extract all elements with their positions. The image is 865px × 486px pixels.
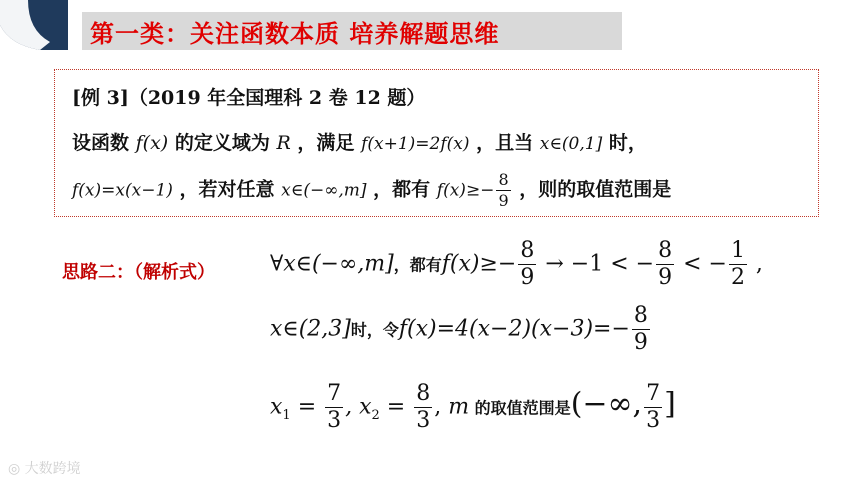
math: → −1 < −	[538, 251, 655, 277]
math-fx: f(x)	[135, 132, 169, 154]
denominator: 9	[633, 330, 648, 355]
math: =	[379, 394, 413, 420]
denominator: 2	[730, 265, 745, 290]
numerator: 8	[658, 238, 673, 263]
math: ∀x∈(−∞,m]	[270, 251, 394, 277]
text: ，都有	[373, 178, 431, 201]
example-line-1	[72, 128, 647, 155]
denominator: 3	[416, 408, 431, 433]
math-R: R	[276, 132, 291, 154]
denominator: 9	[498, 191, 509, 210]
numerator: 7	[327, 381, 342, 406]
solution-label: 思路二：（解析式）	[62, 262, 215, 283]
denominator: 9	[520, 265, 535, 290]
numerator: 8	[520, 238, 535, 263]
solution-line-1	[270, 240, 763, 289]
numerator: 8	[498, 170, 509, 189]
math-definition: f(x)=x(x−1)	[72, 180, 173, 201]
solution-line-3	[270, 383, 676, 432]
fraction	[496, 172, 510, 209]
math: f(x)=4(x−2)(x−3)=−	[398, 316, 630, 342]
fraction	[644, 383, 662, 432]
numerator: 1	[730, 238, 745, 263]
text: 设函数	[72, 132, 130, 154]
math: ,	[748, 251, 763, 277]
fraction	[729, 240, 747, 289]
math: =	[290, 394, 324, 420]
fraction	[414, 383, 432, 432]
math-interval: x∈(−∞,m]	[281, 180, 367, 201]
logo-icon: ◎	[8, 461, 25, 477]
text: 的定义域为	[174, 132, 270, 154]
math: < −	[676, 251, 727, 277]
math: , x	[345, 394, 372, 420]
math: f(x)≥−	[441, 251, 517, 277]
text: ，都有	[393, 255, 442, 275]
text: ，满足	[297, 132, 355, 154]
text: ，且当	[476, 132, 534, 154]
subscript: 2	[371, 407, 380, 423]
example-header: [例 3]（2019 年全国理科 2 卷 12 题）	[72, 87, 426, 109]
example-line-2	[72, 172, 671, 209]
text: 时，	[608, 132, 647, 154]
fraction	[656, 240, 674, 289]
text: ，若对任意	[179, 178, 275, 201]
numerator: 8	[416, 381, 431, 406]
text: 的取值范围是	[469, 398, 571, 418]
math: m	[448, 394, 470, 420]
fraction	[325, 383, 343, 432]
math-inequality: f(x)≥−	[436, 180, 495, 201]
denominator: 3	[327, 408, 342, 433]
watermark-text: 大数跨境	[24, 461, 81, 477]
text: ，则的取值范围是	[519, 178, 672, 201]
math: ,	[434, 394, 449, 420]
watermark-logo	[8, 458, 81, 478]
fraction	[518, 240, 536, 289]
subscript: 1	[282, 407, 291, 423]
fraction	[632, 305, 650, 354]
slide-title: 第一类：关注函数本质 培养解题思维	[90, 20, 500, 48]
numerator: 8	[633, 303, 648, 328]
text: 时，令	[350, 320, 399, 340]
math: x	[270, 394, 283, 420]
denominator: 3	[646, 408, 661, 433]
corner-decoration	[0, 0, 78, 50]
math-functional-equation: f(x+1)=2f(x)	[361, 134, 470, 154]
math: ]	[664, 386, 676, 422]
solution-line-2	[270, 305, 652, 354]
math: x∈(2,3]	[270, 316, 351, 342]
math-condition: x∈(0,1]	[539, 134, 603, 154]
denominator: 9	[658, 265, 673, 290]
math: (−∞,	[570, 386, 643, 422]
numerator: 7	[646, 381, 661, 406]
